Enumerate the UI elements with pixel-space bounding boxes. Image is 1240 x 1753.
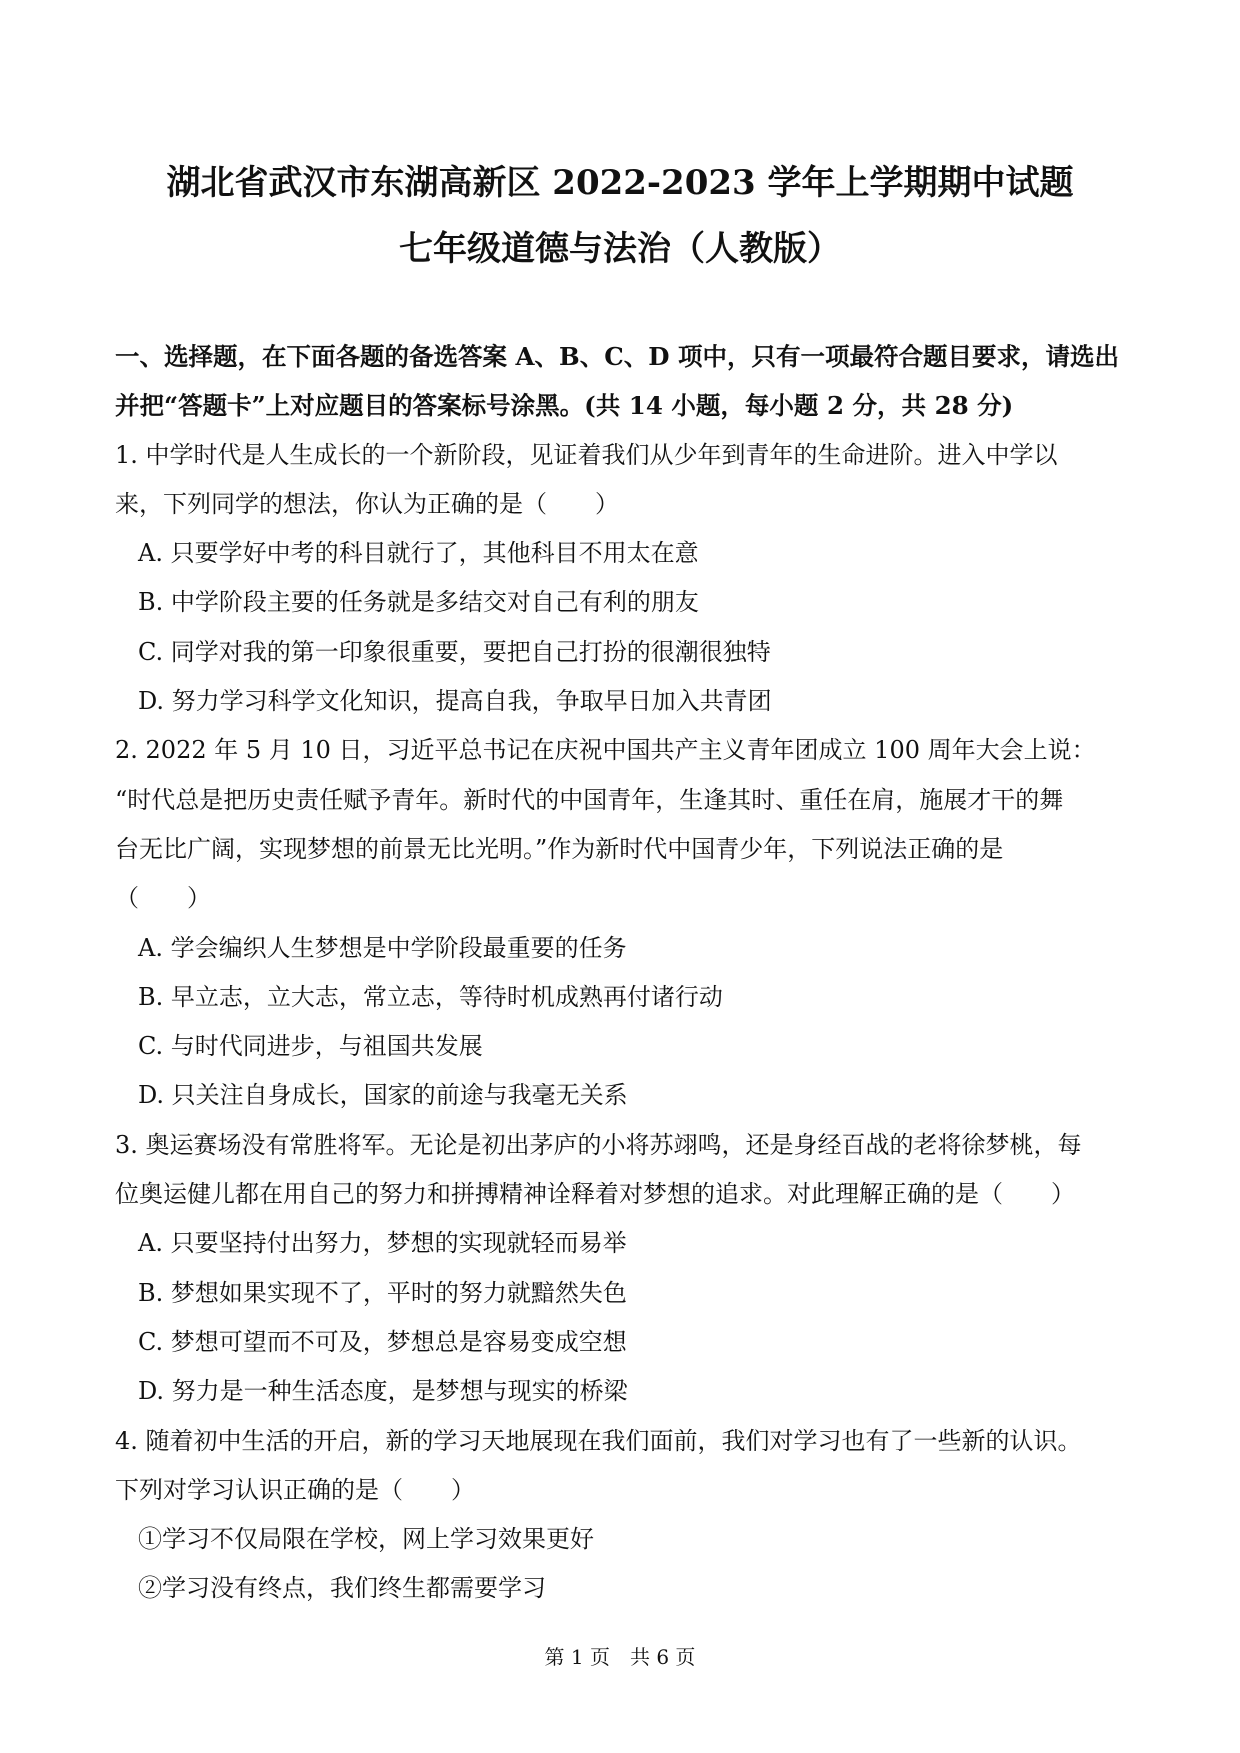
- page-number: 第 1 页 共 6 页: [544, 1645, 696, 1669]
- question-stem: （ ）: [115, 884, 211, 913]
- exam-body: [115, 332, 1125, 1614]
- answer-option: A. 只要坚持付出努力，梦想的实现就轻而易举: [138, 1229, 627, 1258]
- question-2: [115, 726, 1125, 1120]
- question-stem: 2. 2022 年 5 月 10 日，习近平总书记在庆祝中国共产主义青年团成立 100 周年大会上说：: [115, 736, 1096, 765]
- question-stem: 1. 中学时代是人生成长的一个新阶段，见证着我们从少年到青年的生命进阶。进入中学以: [115, 440, 1058, 469]
- question-stem: “时代总是把历史责任赋予青年。新时代的中国青年，生逢其时、重任在肩，施展才干的舞: [115, 785, 1064, 814]
- answer-option: A. 只要学好中考的科目就行了，其他科目不用太在意: [138, 539, 699, 568]
- exam-title: 湖北省武汉市东湖高新区 2022-2023 学年上学期期中试题: [166, 163, 1074, 203]
- exam-subtitle: 七年级道德与法治（人教版）: [399, 229, 841, 269]
- answer-option: ②学习没有终点，我们终生都需要学习: [138, 1574, 546, 1603]
- answer-option: A. 学会编织人生梦想是中学阶段最重要的任务: [138, 933, 627, 962]
- section-heading: 并把“答题卡”上对应题目的答案标号涂黑。(共 14 小题，每小题 2 分，共 28 分): [115, 391, 1014, 421]
- answer-option: C. 梦想可望而不可及，梦想总是容易变成空想: [138, 1327, 627, 1356]
- answer-option: C. 与时代同进步，与祖国共发展: [138, 1032, 483, 1061]
- answer-option: B. 中学阶段主要的任务就是多结交对自己有利的朋友: [138, 588, 699, 617]
- question-stem: 3. 奥运赛场没有常胜将军。无论是初出茅庐的小将苏翊鸣，还是身经百战的老将徐梦桃，每: [115, 1130, 1082, 1159]
- answer-option: C. 同学对我的第一印象很重要，要把自己打扮的很潮很独特: [138, 637, 771, 666]
- question-3: [115, 1121, 1125, 1417]
- question-4: [115, 1417, 1125, 1614]
- answer-option: D. 努力学习科学文化知识，提高自我，争取早日加入共青团: [138, 687, 772, 716]
- question-1: [115, 431, 1125, 727]
- answer-option: D. 只关注自身成长，国家的前途与我毫无关系: [138, 1081, 628, 1110]
- question-stem: 4. 随着初中生活的开启，新的学习天地展现在我们面前，我们对学习也有了一些新的认识。: [115, 1426, 1082, 1455]
- answer-option: D. 努力是一种生活态度，是梦想与现实的桥梁: [138, 1377, 628, 1406]
- question-stem: 位奥运健儿都在用自己的努力和拼搏精神诠释着对梦想的追求。对此理解正确的是（ ）: [115, 1180, 1075, 1209]
- question-stem: 下列对学习认识正确的是（ ）: [115, 1475, 475, 1504]
- question-stem: 台无比广阔，实现梦想的前景无比光明。”作为新时代中国青少年，下列说法正确的是: [115, 834, 1004, 863]
- question-stem: 来，下列同学的想法，你认为正确的是（ ）: [115, 489, 619, 518]
- answer-option: B. 梦想如果实现不了，平时的努力就黯然失色: [138, 1278, 627, 1307]
- section-heading: 一、选择题，在下面各题的备选答案 A、B、C、D 项中，只有一项最符合题目要求，请选出: [115, 342, 1120, 371]
- answer-option: B. 早立志，立大志，常立志，等待时机成熟再付诸行动: [138, 982, 723, 1011]
- answer-option: ①学习不仅局限在学校，网上学习效果更好: [138, 1525, 594, 1554]
